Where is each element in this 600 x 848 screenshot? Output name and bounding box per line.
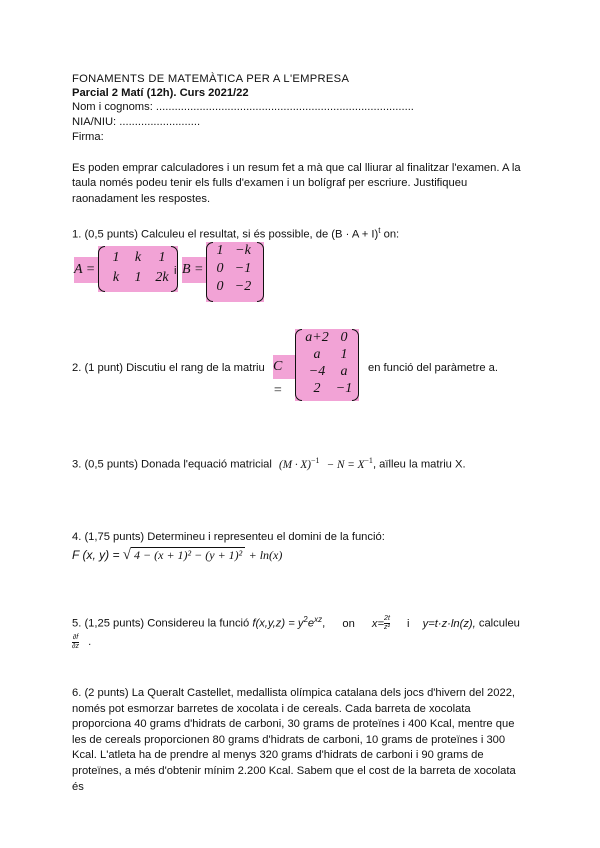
matrix-c [295,329,359,401]
q5-x-def: x= [371,617,385,630]
matrix-cell: 1 [112,250,120,265]
matrix-cell: 1 [158,250,166,265]
q5-derivative-fraction [72,634,79,651]
q5-euler: e [307,617,315,630]
matrix-cell: a+2 [305,330,329,345]
matrix-a [98,246,178,292]
matrix-cell: 0 [216,261,224,276]
q4-log-term: + ln(x) [248,548,283,562]
question-1-text [72,224,399,242]
question-3-text [72,454,466,472]
q3-equation-part: (M · X) [279,458,311,471]
matrix-cell: 0 [216,279,224,294]
q5-function: f(x,y,z) = y [252,617,304,630]
signature-field: Firma: [72,131,104,143]
exam-subtitle: Parcial 2 Matí (12h). Curs 2021/22 [72,87,249,99]
q3-exponent: −1 [311,456,320,465]
name-field: Nom i cognoms: ................................................................................... [72,101,414,113]
matrix-cell: 1 [216,243,224,258]
paren-left [295,329,302,401]
matrix-cell: 2 [313,381,321,396]
nia-field: NIA/NIU: .......................... [72,116,201,128]
question-4-text: 4. (1,75 punts) Determineu i representeu el domini de la funció: [72,531,385,543]
matrix-b-label: B = [182,257,206,283]
q5-and: i [407,617,410,630]
q5-comma: , [322,617,326,630]
matrix-cell: 1 [134,270,142,285]
matrix-cell: k [112,270,120,285]
question-5-text [72,613,520,632]
q3-equation-part: − N = X [326,458,365,471]
q5-derivative [72,634,91,651]
q5-on: on [342,617,355,630]
q5-y-def: y=t·z·ln(z), [422,617,476,630]
q3-exponent: −1 [364,456,373,465]
q4-radicand: 4 − (x + 1)² − (y + 1)² [131,547,245,562]
q3-statement: 3. (0,5 punts) Donada l'equació matricial [72,458,272,471]
matrix-cell: −k [235,243,251,258]
q5-fraction [384,615,390,632]
matrix-a-label: A = [74,257,98,283]
paren-left [98,246,105,292]
matrix-c-grid [300,329,359,397]
matrix-cell: −1 [234,261,252,276]
matrix-cell: −2 [234,279,252,294]
matrix-cell: k [134,250,142,265]
q5-tail: calculeu [478,617,520,630]
question-6-text: 6. (2 punts) La Queralt Castellet, medallista olímpica catalana dels jocs d'hivern del 2022, només pot esmorzar barretes de xocolata i de cereals. Cada barreta de xocolata proporciona 40 grams d'hidrats de carboni, 30 grams de proteïnes i 400 Kcal, mentre que les de cereals proporcionen 80 grams d'hidrats de carboni, 10 grams de proteïnes i 300 Kcal. L'atleta ha de prendre al menys 320 grams d'hidrats de carboni i 90 grams de proteïnes, a més d'obtenir mínim 2.200 Kcal. Sabem que el cost de la barreta de xocolata és [72,687,516,793]
paren-right [352,329,359,401]
q3-tail: , aïlleu la matriu X. [372,458,466,471]
q5-frac-den: z² [384,624,390,632]
q5-exponent: xz [314,615,323,624]
q1-tail: on: [383,228,400,241]
q4-function [72,548,282,562]
matrix-cell: 2k [155,270,169,285]
question-2-text: 2. (1 punt) Discutiu el rang de la matriu [72,362,265,374]
sqrt-icon: √ [122,547,132,563]
paren-left [206,242,213,302]
q1-transpose-exp: t [378,226,381,235]
matrix-cell: 0 [340,330,348,345]
conjunction-i: i [174,265,177,277]
course-title: FONAMENTS DE MATEMÀTICA PER A L'EMPRESA [72,73,350,85]
paren-right [257,242,264,302]
matrix-cell: 1 [340,347,348,362]
q5-exponent: 2 [303,615,308,624]
matrix-cell: a [340,364,348,379]
q5-dot: . [88,636,92,649]
question-2-tail: en funció del paràmetre a. [368,362,498,374]
q4-function-lhs: F (x, y) = [72,548,120,562]
matrix-cell: −1 [335,381,353,396]
q1-statement: 1. (0,5 punts) Calculeu el resultat, si és possible, de (B · A + I) [72,228,379,241]
matrix-c-label: C = [273,355,295,379]
q5-frac-num: 2t [384,615,390,623]
q5-d-den: ∂z [72,643,79,650]
matrix-cell: −4 [308,364,326,379]
matrix-cell: a [313,347,321,362]
instructions: Es poden emprar calculadores i un resum fet a mà que cal lliurar al finalitzar l'examen. A la taula només podeu tenir els fulls d'examen i un bolígraf per escriure. Justifiqueu raonadament les respostes. [72,162,521,205]
q5-d-num: ∂f [72,634,79,641]
matrix-b [206,242,264,302]
matrix-a-grid [105,250,178,286]
q5-statement: 5. (1,25 punts) Considereu la funció [72,617,250,630]
